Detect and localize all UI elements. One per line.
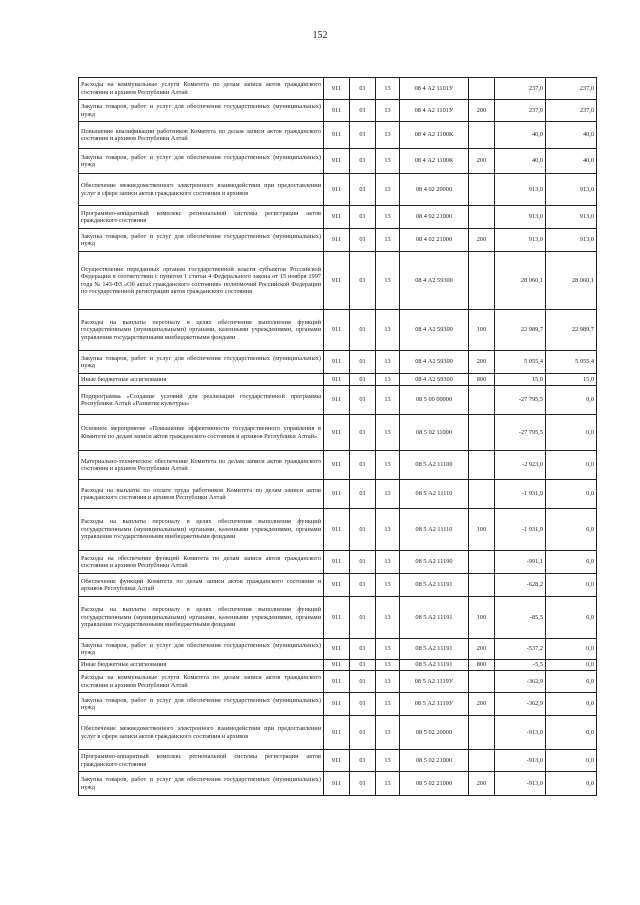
expense-name: Осуществление переданных органам государственной власти субъектов Российской Федерации в соответствии с пунктом 1 статьи 4 Федерального закона от 15 ноября 1997 года № 143-ФЗ «Об актах гражданского состояния» полномочий Российской Федерации по государственной регистрации актов гражданского состояния — [79, 252, 324, 310]
subsection-code: 13 — [376, 660, 400, 671]
amount-1: 22 989,7 — [495, 310, 546, 351]
subsection-code: 13 — [376, 639, 400, 660]
table-row — [79, 415, 597, 451]
table-row — [79, 386, 597, 415]
expense-name: Закупка товаров, работ и услуг для обеспечения государственных (муниципальных) нужд — [79, 351, 324, 374]
subsection-code: 13 — [376, 716, 400, 750]
subsection-code: 13 — [376, 574, 400, 597]
expense-type-code — [469, 386, 495, 415]
expense-type-code — [469, 206, 495, 229]
section-code: 01 — [350, 252, 376, 310]
subsection-code: 13 — [376, 310, 400, 351]
table-row — [79, 693, 597, 716]
amount-2: 0,0 — [546, 750, 597, 772]
amount-1: 40,0 — [495, 122, 546, 149]
page-number: 152 — [312, 30, 328, 41]
expense-type-code — [469, 671, 495, 693]
subsection-code: 13 — [376, 252, 400, 310]
subsection-code: 13 — [376, 509, 400, 551]
expense-name: Обеспечение межведомственного электронного взаимодействия при предоставлении услуг в сфере записи актов гражданского состояния и архивов — [79, 716, 324, 750]
subsection-code: 13 — [376, 174, 400, 206]
grbs-code: 911 — [324, 509, 350, 551]
expense-type-code: 800 — [469, 374, 495, 386]
table-row — [79, 660, 597, 671]
section-code: 01 — [350, 772, 376, 796]
grbs-code: 911 — [324, 310, 350, 351]
grbs-code: 911 — [324, 78, 350, 100]
subsection-code: 13 — [376, 149, 400, 174]
section-code: 01 — [350, 149, 376, 174]
amount-2: 237,0 — [546, 100, 597, 122]
expense-name: Расходы на выплаты персоналу в целях обеспечения выполнения функций государственными (муниципальными) органами, казенными учреждениями, органами управления государственными внебюджетными фондами — [79, 310, 324, 351]
subsection-code: 13 — [376, 671, 400, 693]
expense-type-code: 200 — [469, 100, 495, 122]
amount-2: 0,0 — [546, 639, 597, 660]
budget-table-body — [79, 78, 597, 796]
expense-type-code: 200 — [469, 639, 495, 660]
amount-2: 0,0 — [546, 551, 597, 574]
amount-2: 0,0 — [546, 597, 597, 639]
amount-1: -27 795,5 — [495, 386, 546, 415]
target-article-code: 08 5 А2 1119У — [400, 671, 469, 693]
amount-1: 913,0 — [495, 174, 546, 206]
amount-2: 0,0 — [546, 716, 597, 750]
expense-name: Закупка товаров, работ и услуг для обеспечения государственных (муниципальных) нужд — [79, 229, 324, 252]
expense-type-code: 100 — [469, 310, 495, 351]
expense-name: Обеспечение функций Комитета по делам записи актов гражданского состояния и архивов Республики Алтай — [79, 574, 324, 597]
expense-name: Иные бюджетные ассигнования — [79, 660, 324, 671]
target-article-code: 08 4 02 21000 — [400, 206, 469, 229]
subsection-code: 13 — [376, 100, 400, 122]
table-row — [79, 597, 597, 639]
grbs-code: 911 — [324, 574, 350, 597]
amount-1: -362,9 — [495, 693, 546, 716]
subsection-code: 13 — [376, 480, 400, 509]
amount-1: -913,0 — [495, 750, 546, 772]
expense-name: Расходы на коммунальные услуги Комитета по делам записи актов гражданского состояния и архивов Республики Алтай — [79, 78, 324, 100]
target-article-code: 08 4 А2 59300 — [400, 310, 469, 351]
target-article-code: 08 5 А2 11191 — [400, 597, 469, 639]
table-row — [79, 100, 597, 122]
grbs-code: 911 — [324, 149, 350, 174]
amount-2: 0,0 — [546, 671, 597, 693]
section-code: 01 — [350, 310, 376, 351]
expense-name: Основное мероприятие «Повышение эффективности государственного управления в Комитете по делам записи актов гражданского состояния и архивов Республики Алтай» — [79, 415, 324, 451]
subsection-code: 13 — [376, 229, 400, 252]
expense-name: Закупка товаров, работ и услуг для обеспечения государственных (муниципальных) нужд — [79, 149, 324, 174]
section-code: 01 — [350, 480, 376, 509]
subsection-code: 13 — [376, 386, 400, 415]
grbs-code: 911 — [324, 480, 350, 509]
section-code: 01 — [350, 386, 376, 415]
amount-1: -537,2 — [495, 639, 546, 660]
grbs-code: 911 — [324, 122, 350, 149]
section-code: 01 — [350, 351, 376, 374]
section-code: 01 — [350, 174, 376, 206]
grbs-code: 911 — [324, 639, 350, 660]
amount-1: 913,0 — [495, 229, 546, 252]
amount-1: -913,0 — [495, 716, 546, 750]
expense-type-code: 200 — [469, 772, 495, 796]
amount-2: 40,0 — [546, 122, 597, 149]
amount-1: -628,2 — [495, 574, 546, 597]
subsection-code: 13 — [376, 451, 400, 480]
amount-1: 237,0 — [495, 78, 546, 100]
expense-name: Расходы на выплаты персоналу в целях обеспечения выполнения функций государственными (муниципальными) органами, казенными учреждениями, органами управления государственными внебюджетными фондами — [79, 509, 324, 551]
table-row — [79, 122, 597, 149]
expense-type-code — [469, 716, 495, 750]
target-article-code: 08 4 02 20000 — [400, 174, 469, 206]
section-code: 01 — [350, 671, 376, 693]
grbs-code: 911 — [324, 451, 350, 480]
target-article-code: 08 5 А2 11110 — [400, 480, 469, 509]
section-code: 01 — [350, 551, 376, 574]
expense-type-code: 800 — [469, 660, 495, 671]
expense-name: Расходы на обеспечение функций Комитета по делам записи актов гражданского состояния и архивов Республики Алтай — [79, 551, 324, 574]
expense-name: Закупка товаров, работ и услуг для обеспечения государственных (муниципальных) нужд — [79, 772, 324, 796]
amount-1: 15,0 — [495, 374, 546, 386]
amount-2: 15,0 — [546, 374, 597, 386]
table-row — [79, 551, 597, 574]
table-row — [79, 229, 597, 252]
expense-type-code: 200 — [469, 149, 495, 174]
target-article-code: 08 5 02 11000 — [400, 415, 469, 451]
section-code: 01 — [350, 100, 376, 122]
amount-1: -991,1 — [495, 551, 546, 574]
subsection-code: 13 — [376, 206, 400, 229]
expense-type-code: 100 — [469, 597, 495, 639]
amount-1: -1 931,9 — [495, 509, 546, 551]
amount-1: -913,0 — [495, 772, 546, 796]
expense-name: Обеспечение межведомственного электронного взаимодействия при предоставлении услуг в сфере записи актов гражданского состояния и архивов — [79, 174, 324, 206]
table-row — [79, 206, 597, 229]
expense-type-code — [469, 451, 495, 480]
target-article-code: 08 5 02 20000 — [400, 716, 469, 750]
target-article-code: 08 4 А2 1101У — [400, 78, 469, 100]
amount-2: 0,0 — [546, 574, 597, 597]
amount-1: -5,5 — [495, 660, 546, 671]
amount-2: 0,0 — [546, 480, 597, 509]
amount-2: 0,0 — [546, 772, 597, 796]
grbs-code: 911 — [324, 693, 350, 716]
section-code: 01 — [350, 597, 376, 639]
target-article-code: 08 4 А2 59300 — [400, 252, 469, 310]
section-code: 01 — [350, 574, 376, 597]
expense-name: Расходы на выплаты по оплате труда работников Комитета по делам записи актов гражданского состояния и архивов Республики Алтай — [79, 480, 324, 509]
subsection-code: 13 — [376, 551, 400, 574]
grbs-code: 911 — [324, 351, 350, 374]
target-article-code: 08 4 А2 59300 — [400, 351, 469, 374]
grbs-code: 911 — [324, 174, 350, 206]
amount-1: -362,9 — [495, 671, 546, 693]
amount-2: 40,0 — [546, 149, 597, 174]
subsection-code: 13 — [376, 122, 400, 149]
target-article-code: 08 5 А2 11110 — [400, 509, 469, 551]
amount-2: 0,0 — [546, 509, 597, 551]
grbs-code: 911 — [324, 750, 350, 772]
grbs-code: 911 — [324, 252, 350, 310]
target-article-code: 08 5 А2 11191 — [400, 639, 469, 660]
amount-1: 40,0 — [495, 149, 546, 174]
grbs-code: 911 — [324, 660, 350, 671]
target-article-code: 08 4 А2 1100К — [400, 149, 469, 174]
amount-1: 237,0 — [495, 100, 546, 122]
subsection-code: 13 — [376, 597, 400, 639]
grbs-code: 911 — [324, 716, 350, 750]
target-article-code: 08 5 02 21000 — [400, 772, 469, 796]
amount-2: 913,0 — [546, 174, 597, 206]
section-code: 01 — [350, 374, 376, 386]
target-article-code: 08 4 А2 59300 — [400, 374, 469, 386]
target-article-code: 08 4 А2 1100К — [400, 122, 469, 149]
expense-name: Программно-аппаратный комплекс региональной системы регистрации актов гражданского состояния — [79, 750, 324, 772]
amount-2: 5 055,4 — [546, 351, 597, 374]
expense-name: Расходы на выплаты персоналу в целях обеспечения выполнения функций государственными (муниципальными) органами, казенными учреждениями, органами управления государственными внебюджетными фондами — [79, 597, 324, 639]
amount-2: 0,0 — [546, 660, 597, 671]
table-row — [79, 716, 597, 750]
table-row — [79, 252, 597, 310]
section-code: 01 — [350, 716, 376, 750]
expense-name: Закупка товаров, работ и услуг для обеспечения государственных (муниципальных) нужд — [79, 100, 324, 122]
amount-2: 237,0 — [546, 78, 597, 100]
target-article-code: 08 5 А2 11100 — [400, 451, 469, 480]
expense-name: Материально-техническое обеспечение Комитета по делам записи актов гражданского состояния и архивов Республики Алтай — [79, 451, 324, 480]
target-article-code: 08 4 02 21000 — [400, 229, 469, 252]
table-row — [79, 509, 597, 551]
amount-2: 22 989,7 — [546, 310, 597, 351]
target-article-code: 08 5 02 21000 — [400, 750, 469, 772]
target-article-code: 08 5 00 00000 — [400, 386, 469, 415]
table-row — [79, 174, 597, 206]
amount-1: -85,5 — [495, 597, 546, 639]
expense-type-code — [469, 174, 495, 206]
amount-2: 0,0 — [546, 415, 597, 451]
expense-type-code: 200 — [469, 351, 495, 374]
expense-type-code: 100 — [469, 509, 495, 551]
amount-2: 0,0 — [546, 386, 597, 415]
grbs-code: 911 — [324, 551, 350, 574]
table-row — [79, 149, 597, 174]
table-row — [79, 374, 597, 386]
table-row — [79, 480, 597, 509]
section-code: 01 — [350, 415, 376, 451]
amount-2: 913,0 — [546, 206, 597, 229]
subsection-code: 13 — [376, 772, 400, 796]
expense-name: Иные бюджетные ассигнования — [79, 374, 324, 386]
section-code: 01 — [350, 750, 376, 772]
table-row — [79, 310, 597, 351]
amount-1: -2 923,0 — [495, 451, 546, 480]
table-row — [79, 574, 597, 597]
section-code: 01 — [350, 693, 376, 716]
section-code: 01 — [350, 509, 376, 551]
expense-type-code — [469, 574, 495, 597]
subsection-code: 13 — [376, 351, 400, 374]
target-article-code: 08 5 А2 11191 — [400, 660, 469, 671]
amount-2: 0,0 — [546, 451, 597, 480]
grbs-code: 911 — [324, 100, 350, 122]
expense-name: Расходы на коммунальные услуги Комитета по делам записи актов гражданского состояния и архивов Республики Алтай — [79, 671, 324, 693]
expense-name: Подпрограмма «Создание условий для реализации государственной программы Республики Алтай «Развитие культуры» — [79, 386, 324, 415]
grbs-code: 911 — [324, 415, 350, 451]
expense-type-code: 200 — [469, 229, 495, 252]
expense-type-code — [469, 750, 495, 772]
expense-name: Закупка товаров, работ и услуг для обеспечения государственных (муниципальных) нужд — [79, 639, 324, 660]
grbs-code: 911 — [324, 386, 350, 415]
expense-type-code — [469, 480, 495, 509]
expense-name: Закупка товаров, работ и услуг для обеспечения государственных (муниципальных) нужд — [79, 693, 324, 716]
target-article-code: 08 4 А2 1101У — [400, 100, 469, 122]
expense-type-code — [469, 415, 495, 451]
target-article-code: 08 5 А2 11191 — [400, 574, 469, 597]
amount-1: -1 931,9 — [495, 480, 546, 509]
table-row — [79, 639, 597, 660]
grbs-code: 911 — [324, 374, 350, 386]
amount-2: 913,0 — [546, 229, 597, 252]
grbs-code: 911 — [324, 772, 350, 796]
subsection-code: 13 — [376, 415, 400, 451]
amount-1: 913,0 — [495, 206, 546, 229]
subsection-code: 13 — [376, 374, 400, 386]
table-row — [79, 78, 597, 100]
table-row — [79, 451, 597, 480]
table-row — [79, 750, 597, 772]
table-row — [79, 772, 597, 796]
budget-table — [78, 77, 597, 796]
expense-type-code — [469, 122, 495, 149]
target-article-code: 08 5 А2 1119У — [400, 693, 469, 716]
grbs-code: 911 — [324, 597, 350, 639]
section-code: 01 — [350, 639, 376, 660]
grbs-code: 911 — [324, 206, 350, 229]
amount-1: 5 055,4 — [495, 351, 546, 374]
section-code: 01 — [350, 451, 376, 480]
subsection-code: 13 — [376, 693, 400, 716]
expense-type-code — [469, 78, 495, 100]
expense-type-code — [469, 252, 495, 310]
expense-type-code — [469, 551, 495, 574]
expense-name: Повышение квалификации работников Комитета по делам записи актов гражданского состояния и архивов Республики Алтай — [79, 122, 324, 149]
section-code: 01 — [350, 122, 376, 149]
subsection-code: 13 — [376, 750, 400, 772]
section-code: 01 — [350, 660, 376, 671]
section-code: 01 — [350, 78, 376, 100]
target-article-code: 08 5 А2 11190 — [400, 551, 469, 574]
table-row — [79, 351, 597, 374]
section-code: 01 — [350, 206, 376, 229]
amount-1: -27 795,5 — [495, 415, 546, 451]
amount-2: 0,0 — [546, 693, 597, 716]
grbs-code: 911 — [324, 671, 350, 693]
expense-name: Программно-аппаратный комплекс региональной системы регистрации актов гражданского состояния — [79, 206, 324, 229]
amount-2: 28 060,1 — [546, 252, 597, 310]
expense-type-code: 200 — [469, 693, 495, 716]
table-row — [79, 671, 597, 693]
amount-1: 28 060,1 — [495, 252, 546, 310]
grbs-code: 911 — [324, 229, 350, 252]
section-code: 01 — [350, 229, 376, 252]
subsection-code: 13 — [376, 78, 400, 100]
